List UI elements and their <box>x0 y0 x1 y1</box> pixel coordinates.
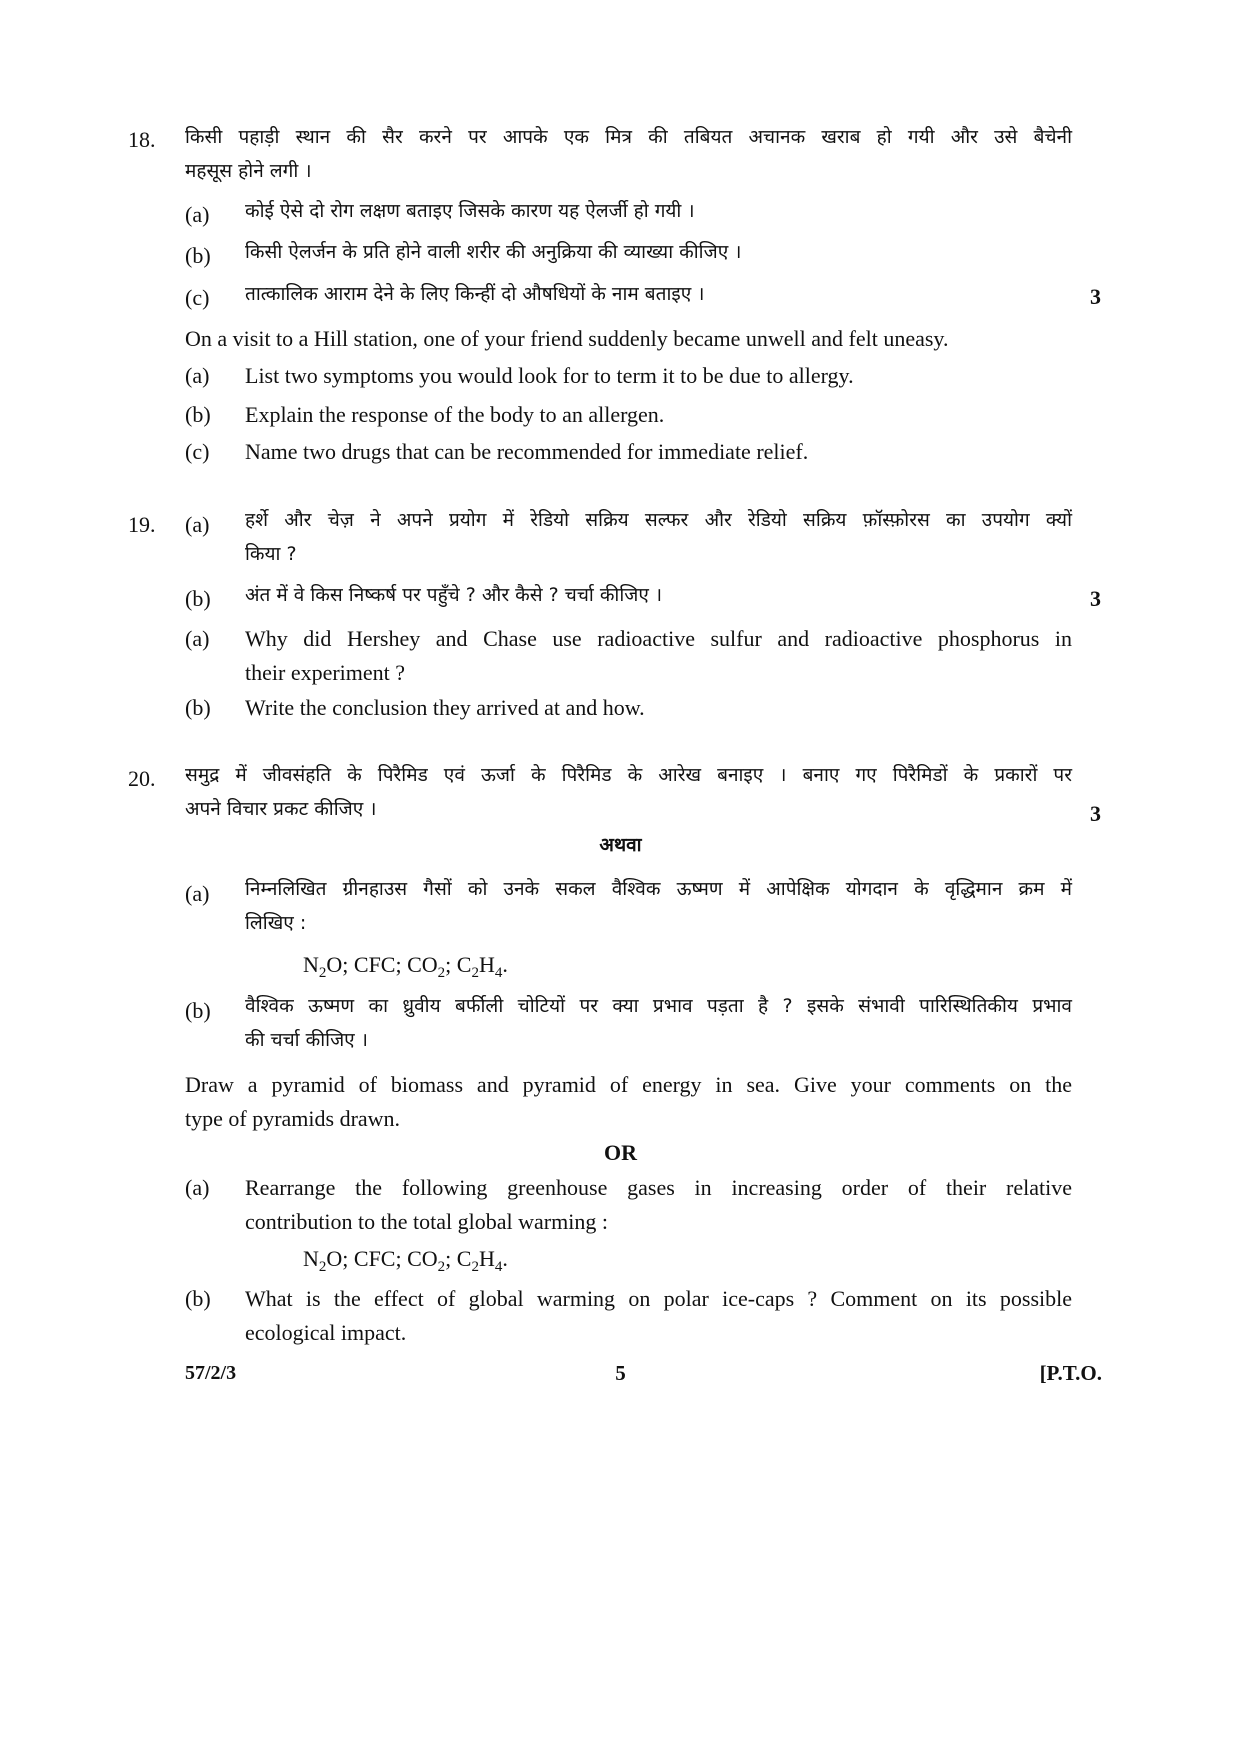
q20-hindi-stem-line1: समुद्र में जीवसंहति के पिरैमिड एवं ऊर्जा के पिरैमिड के आरेख बनाइए । बनाए गए पिरैमिडों के प्रकारों पर <box>185 764 1072 786</box>
q20-formula-hindi: $N_2O$; CFC; $CO_2$; $C_2H_4$. <box>303 952 508 981</box>
q18-hindi-c-text: तात्कालिक आराम देने के लिए किन्हीं दो औषधियों के नाम बताइए । <box>245 283 705 305</box>
q19-english-a-label: (a) <box>185 626 210 651</box>
q18-english-b-label: (b) <box>185 402 211 427</box>
q18-english-stem: On a visit to a Hill station, one of your friend suddenly became unwell and felt uneasy. <box>185 326 949 351</box>
q19-hindi-b-text: अंत में वे किस निष्कर्ष पर पहुँचे ? और कैसे ? चर्चा कीजिए । <box>245 584 663 606</box>
q19-english-b-label: (b) <box>185 695 211 720</box>
q18-english-c-text: Name two drugs that can be recommended for immediate relief. <box>245 439 809 464</box>
pto-marker: [P.T.O. <box>1039 1361 1102 1385</box>
q20-hindi-b-label: (b) <box>185 998 211 1023</box>
question-19-number: 19. <box>128 512 156 537</box>
q18-hindi-c-label: (c) <box>185 285 210 310</box>
q20-english-b-line2: ecological impact. <box>245 1320 407 1345</box>
paper-code: 57/2/3 <box>185 1362 237 1384</box>
q18-hindi-b-text: किसी ऐलर्जन के प्रति होने वाली शरीर की अनुक्रिया की व्याख्या कीजिए । <box>245 241 742 263</box>
q18-english-a-text: List two symptoms you would look for to term it to be due to allergy. <box>245 363 854 388</box>
question-20-number: 20. <box>128 766 156 791</box>
q19-english-a-line2: their experiment ? <box>245 660 406 685</box>
or-english-heading: OR <box>604 1140 637 1165</box>
q18-hindi-a-label: (a) <box>185 202 210 227</box>
page-number: 5 <box>615 1361 626 1385</box>
q20-english-stem-line2: type of pyramids drawn. <box>185 1106 401 1131</box>
q20-english-stem-line1: Draw a pyramid of biomass and pyramid of energy in sea. Give your comments on the <box>185 1072 1072 1097</box>
q20-english-a-line2: contribution to the total global warming : <box>245 1209 608 1234</box>
q19-hindi-b-label: (b) <box>185 586 211 611</box>
q20-hindi-stem-line2: अपने विचार प्रकट कीजिए । <box>185 798 377 820</box>
q20-hindi-b-line2: की चर्चा कीजिए । <box>245 1029 368 1051</box>
q18-hindi-stem-line2: महसूस होने लगी । <box>185 160 312 182</box>
q18-hindi-stem-line1: किसी पहाड़ी स्थान की सैर करने पर आपके एक मित्र की तबियत अचानक खराब हो गयी और उसे बैचेनी <box>185 126 1072 148</box>
q19-hindi-a-label: (a) <box>185 512 210 537</box>
q20-hindi-a-label: (a) <box>185 881 210 906</box>
q20-formula-english: $N_2O$; CFC; $CO_2$; $C_2H_4$. <box>303 1246 508 1275</box>
q18-english-a-label: (a) <box>185 363 210 388</box>
q19-hindi-a-line1: हर्शे और चेज़ ने अपने प्रयोग में रेडियो सक्रिय सल्फर और रेडियो सक्रिय फ़ॉस्फ़ोरस का उपयोग क्यों <box>245 509 1072 531</box>
q20-hindi-a-line1: निम्नलिखित ग्रीनहाउस गैसों को उनके सकल वैश्विक ऊष्मण में आपेक्षिक योगदान के वृद्धिमान क्रम में <box>245 878 1072 900</box>
q18-marks: 3 <box>1090 284 1101 309</box>
or-hindi-heading: अथवा <box>599 834 642 856</box>
question-18-number: 18. <box>128 127 156 152</box>
q20-english-b-label: (b) <box>185 1286 211 1311</box>
q19-english-b-text: Write the conclusion they arrived at and how. <box>245 695 645 720</box>
q19-english-a-line1: Why did Hershey and Chase use radioactive sulfur and radioactive phosphorus in <box>245 626 1072 651</box>
q20-english-a-line1: Rearrange the following greenhouse gases in increasing order of their relative <box>245 1175 1072 1200</box>
q18-english-b-text: Explain the response of the body to an allergen. <box>245 402 665 427</box>
q20-hindi-b-line1: वैश्विक ऊष्मण का ध्रुवीय बर्फीली चोटियों पर क्या प्रभाव पड़ता है ? इसके संभावी पारिस्थितिकीय प्रभाव <box>245 995 1072 1017</box>
q20-marks: 3 <box>1090 801 1101 826</box>
q18-hindi-b-label: (b) <box>185 243 211 268</box>
q18-hindi-a-text: कोई ऐसे दो रोग लक्षण बताइए जिसके कारण यह ऐलर्जी हो गयी । <box>245 200 695 222</box>
q20-hindi-a-line2: लिखिए : <box>245 912 307 934</box>
q19-hindi-a-line2: किया ? <box>245 543 297 565</box>
q20-english-b-line1: What is the effect of global warming on polar ice-caps ? Comment on its possible <box>245 1286 1072 1311</box>
q18-english-c-label: (c) <box>185 439 210 464</box>
q20-english-a-label: (a) <box>185 1175 210 1200</box>
q19-marks: 3 <box>1090 586 1101 611</box>
